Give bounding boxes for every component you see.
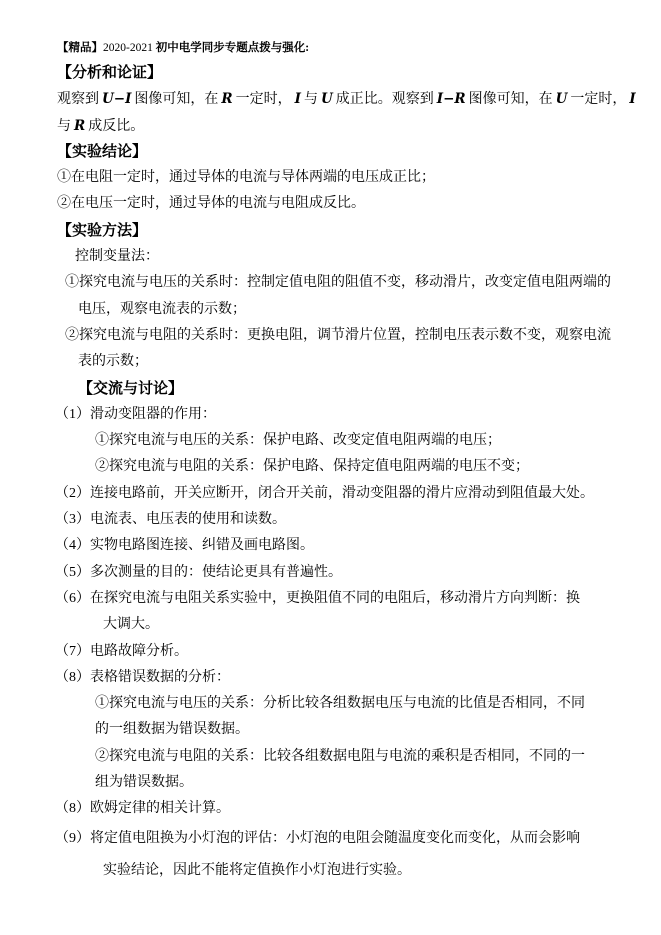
- text-run: 组为错误数据。: [95, 775, 193, 791]
- text-run: 成正比。观察到: [335, 92, 434, 108]
- text-run: （4）实物电路图连接、纠错及画电路图。: [55, 538, 314, 554]
- text-run: （5）多次测量的目的：使结论更具有普遍性。: [55, 564, 342, 580]
- text-run: 【实验结论】: [57, 143, 148, 160]
- text-run: 成反比。: [88, 118, 145, 134]
- math-variable: U: [555, 91, 568, 108]
- para-method-intro: [75, 244, 611, 270]
- text-run: （6）在探究电流与电阻关系实验中，更换阻值不同的电阻后，移动滑片方向判断：换: [55, 590, 580, 606]
- section-heading-discussion: [78, 376, 611, 402]
- para-method-2b: [78, 349, 611, 375]
- text-run: 图像可知，在: [468, 92, 553, 108]
- text-run: （2）连接电路前，开关应断开，闭合开关前，滑动变阻器的滑片应滑动到阻值最大处。: [55, 485, 594, 501]
- text-run: 2020-2021: [103, 42, 156, 54]
- text-run: 图像可知，在: [134, 92, 219, 108]
- para-item-3: [55, 507, 611, 533]
- para-conclusion-2: [57, 191, 611, 217]
- text-run: 一定时，: [570, 92, 627, 108]
- para-item-9a: [55, 826, 611, 852]
- text-run: 控制变量法：: [75, 249, 159, 265]
- para-item-8b: [55, 796, 611, 822]
- para-item-1: [55, 402, 611, 428]
- text-run: ②探究电流与电阻的关系时：更换电阻，调节滑片位置，控制电压表示数不变，观察电流: [65, 327, 611, 343]
- math-variable: U−I: [102, 91, 132, 108]
- doc-header-note: [57, 36, 611, 60]
- document-text-block: [55, 36, 636, 884]
- para-method-1b: [78, 297, 611, 323]
- para-item-8-sub1a: [95, 691, 611, 717]
- para-item-1-sub2: [95, 454, 611, 480]
- text-run: （3）电流表、电压表的使用和读数。: [55, 512, 286, 528]
- text-run: ①探究电流与电压的关系：保护电路、改变定值电阻两端的电压；: [95, 433, 501, 449]
- para-item-7: [55, 639, 611, 665]
- para-item-1-sub1: [95, 428, 611, 454]
- text-run: 的一组数据为错误数据。: [95, 722, 249, 738]
- para-item-8-sub1b: [95, 717, 611, 743]
- text-run: （8）欧姆定律的相关计算。: [55, 801, 230, 817]
- para-item-9b: [103, 858, 611, 884]
- para-item-5: [55, 560, 611, 586]
- text-run: ②探究电流与电阻的关系：保护电路、保持定值电阻两端的电压不变；: [95, 459, 529, 475]
- text-run: 【交流与讨论】: [78, 380, 184, 397]
- text-run: 电压，观察电流表的示数；: [78, 301, 246, 317]
- math-variable: I−R: [436, 91, 466, 108]
- text-run: 观察到: [57, 92, 99, 108]
- para-item-8: [55, 665, 611, 691]
- math-variable: I: [629, 91, 636, 108]
- text-run: （8）表格错误数据的分析：: [55, 669, 230, 685]
- para-item-8-sub2a: [95, 744, 611, 770]
- text-run: 【分析和论证】: [57, 65, 163, 81]
- math-variable: R: [221, 91, 233, 108]
- text-run: ②探究电流与电阻的关系：比较各组数据电阻与电流的乘积是否相同，不同的一: [95, 748, 585, 764]
- text-run: 实验结论，因此不能将定值换作小灯泡进行实验。: [103, 862, 411, 878]
- text-run: ①探究电流与电压的关系时：控制定值电阻的阻值不变，移动滑片，改变定值电阻两端的: [65, 275, 611, 291]
- text-run: 表的示数；: [78, 354, 148, 370]
- text-run: 大调大。: [103, 617, 159, 633]
- text-run: （9）将定值电阻换为小灯泡的评估：小灯泡的电阻会随温度变化而变化，从而会影响: [55, 830, 580, 846]
- para-method-2a: [65, 323, 611, 349]
- para-analysis-line2: [57, 113, 611, 139]
- para-item-4: [55, 533, 611, 559]
- text-run: 一定时，: [235, 92, 292, 108]
- text-run: 初中电学同步专题点拨与强化:: [155, 42, 310, 54]
- para-item-6a: [55, 586, 611, 612]
- text-run: ①在电阻一定时，通过导体的电流与导体两端的电压成正比；: [57, 170, 435, 186]
- text-run: 与: [303, 92, 318, 108]
- para-method-1a: [65, 270, 611, 296]
- para-conclusion-1: [57, 165, 611, 191]
- para-item-2: [55, 481, 611, 507]
- text-run: 与: [57, 118, 71, 134]
- math-variable: I: [294, 91, 301, 108]
- math-variable: U: [320, 91, 333, 108]
- text-run: ②在电压一定时，通过导体的电流与电阻成反比。: [57, 196, 365, 212]
- section-heading-conclusion: [57, 139, 611, 165]
- text-run: （7）电路故障分析。: [55, 643, 188, 659]
- para-analysis-line1: [57, 86, 636, 112]
- para-item-6b: [103, 612, 611, 638]
- text-run: （1）滑动变阻器的作用：: [55, 406, 216, 422]
- text-run: 【精品】: [57, 42, 103, 54]
- section-heading-method: [57, 218, 611, 244]
- para-item-8-sub2b: [95, 770, 611, 796]
- math-variable: R: [74, 117, 86, 134]
- text-run: ①探究电流与电压的关系：分析比较各组数据电压与电流的比值是否相同，不同: [95, 696, 585, 712]
- text-run: 【实验方法】: [57, 222, 148, 239]
- section-heading-analysis: [57, 60, 611, 86]
